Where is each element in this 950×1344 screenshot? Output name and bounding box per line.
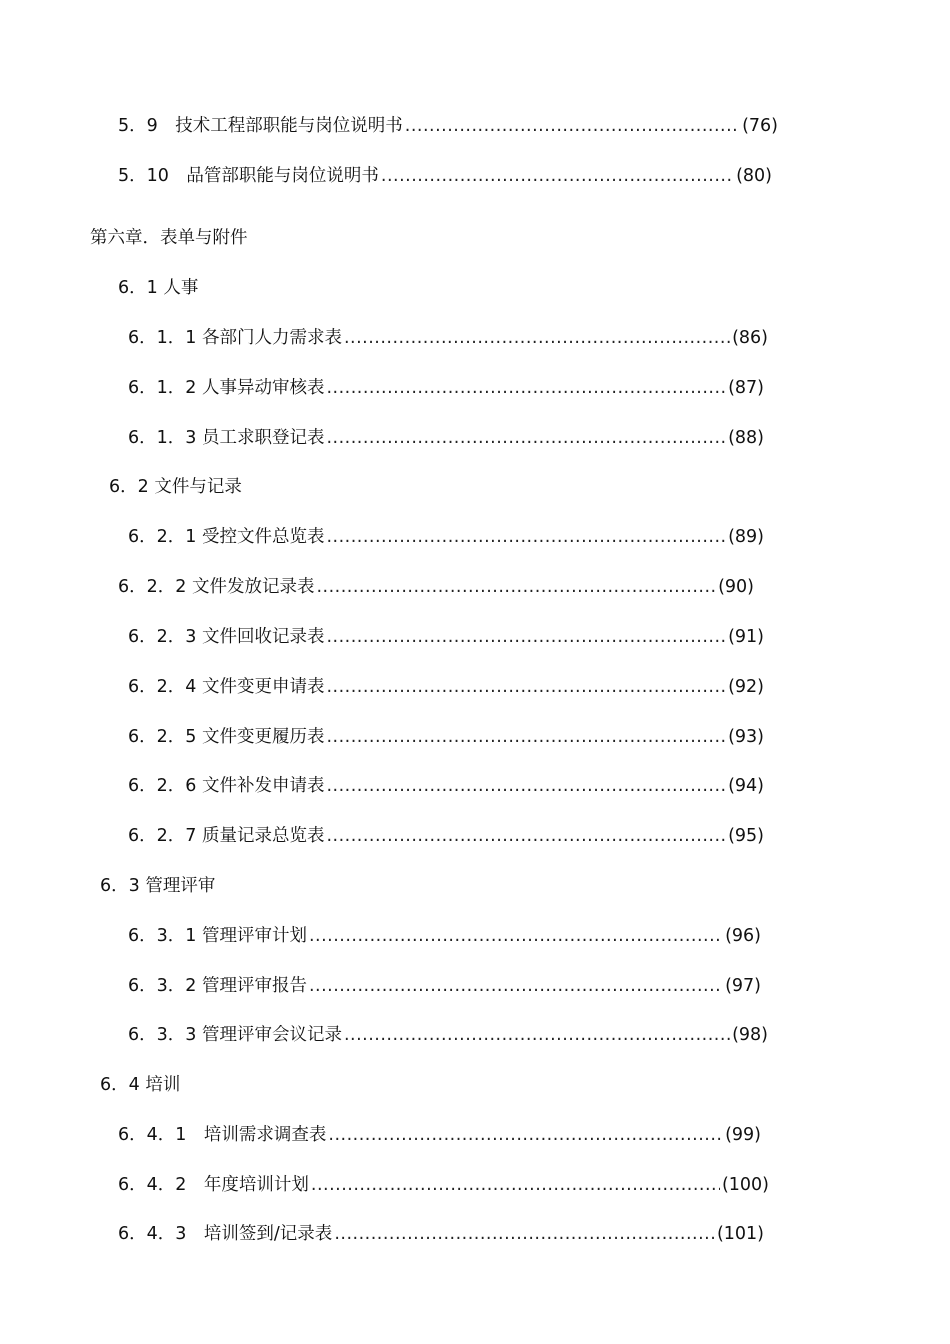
toc-section-heading[interactable]: 6．2 文件与记录 (109, 477, 242, 497)
toc-entry-label: 5．10 品管部职能与岗位说明书 (118, 166, 379, 186)
dot-leader (326, 425, 726, 451)
toc-entry[interactable] (128, 624, 764, 650)
toc-entry[interactable] (128, 773, 764, 799)
toc-entry[interactable] (128, 973, 761, 999)
toc-entry-page: (101) (716, 1224, 764, 1244)
toc-entry-page: (95) (728, 826, 764, 846)
toc-entry-label: 6．4．2 年度培训计划 (118, 1175, 309, 1195)
dot-leader (316, 574, 716, 600)
dot-leader (309, 973, 723, 999)
toc-entry-label: 6．2．6 文件补发申请表 (128, 776, 325, 796)
toc-entry[interactable] (128, 674, 764, 700)
toc-entry[interactable] (128, 325, 768, 351)
toc-entry[interactable] (118, 1172, 769, 1198)
toc-entry-label: 6．1．3 员工求职登记表 (128, 428, 325, 448)
toc-entry-label: 6．4．3 培训签到/记录表 (118, 1224, 333, 1244)
toc-entry-page: (88) (728, 428, 764, 448)
toc-entry[interactable] (128, 524, 764, 550)
toc-entry-page: (97) (725, 976, 761, 996)
toc-entry-page: (87) (728, 378, 764, 398)
toc-entry-label: 6．2．4 文件变更申请表 (128, 677, 325, 697)
toc-entry-page: (80) (736, 166, 772, 186)
dot-leader (334, 1221, 715, 1247)
toc-entry-label: 6．2．1 受控文件总览表 (128, 527, 325, 547)
toc-entry-label: 6．2．2 文件发放记录表 (118, 577, 315, 597)
toc-entry-page: (96) (725, 926, 761, 946)
toc-entry-page: (98) (732, 1025, 768, 1045)
toc-entry[interactable] (128, 425, 764, 451)
dot-leader (326, 624, 726, 650)
toc-section-heading[interactable]: 6．1 人事 (118, 278, 199, 298)
toc-section-heading[interactable]: 6．4 培训 (100, 1075, 181, 1095)
toc-entry-page: (91) (728, 627, 764, 647)
dot-leader (344, 325, 730, 351)
toc-entry-label: 6．3．3 管理评审会议记录 (128, 1025, 342, 1045)
toc-entry[interactable] (118, 113, 778, 139)
toc-entry-label: 6．4．1 培训需求调查表 (118, 1125, 327, 1145)
toc-entry-page: (93) (728, 727, 764, 747)
toc-entry[interactable] (118, 1122, 761, 1148)
dot-leader (326, 375, 726, 401)
dot-leader (309, 923, 723, 949)
toc-entry-label: 6．3．1 管理评审计划 (128, 926, 307, 946)
toc-entry-page: (86) (732, 328, 768, 348)
toc-entry[interactable] (128, 375, 764, 401)
toc-entry[interactable] (118, 163, 772, 189)
toc-entry[interactable] (118, 574, 754, 600)
toc-entry[interactable] (128, 1022, 768, 1048)
toc-entry-page: (90) (718, 577, 754, 597)
dot-leader (381, 163, 734, 189)
toc-entry-page: (100) (721, 1175, 769, 1195)
toc-entry-label: 6．2．7 质量记录总览表 (128, 826, 325, 846)
toc-entry-label: 6．2．5 文件变更履历表 (128, 727, 325, 747)
dot-leader (326, 524, 726, 550)
toc-entry-page: (76) (742, 116, 778, 136)
toc-entry-label: 6．1．2 人事异动审核表 (128, 378, 325, 398)
toc-entry-page: (92) (728, 677, 764, 697)
toc-entry[interactable] (128, 724, 764, 750)
toc-entry-label: 6．3．2 管理评审报告 (128, 976, 307, 996)
dot-leader (326, 823, 726, 849)
toc-entry[interactable] (128, 923, 761, 949)
dot-leader (326, 724, 726, 750)
dot-leader (326, 674, 726, 700)
dot-leader (326, 773, 726, 799)
toc-entry[interactable] (118, 1221, 764, 1247)
toc-entry-page: (94) (728, 776, 764, 796)
dot-leader (405, 113, 740, 139)
dot-leader (344, 1022, 730, 1048)
toc-entry-label: 6．2．3 文件回收记录表 (128, 627, 325, 647)
toc-entry-page: (99) (725, 1125, 761, 1145)
toc-entry-page: (89) (728, 527, 764, 547)
toc-section-heading[interactable]: 6．3 管理评审 (100, 876, 216, 896)
dot-leader (328, 1122, 723, 1148)
toc-entry-label: 6．1．1 各部门人力需求表 (128, 328, 342, 348)
toc-entry[interactable] (128, 823, 764, 849)
dot-leader (311, 1172, 720, 1198)
toc-entry-label: 5．9 技术工程部职能与岗位说明书 (118, 116, 403, 136)
toc-chapter-heading[interactable]: 第六章．表单与附件 (90, 228, 248, 248)
